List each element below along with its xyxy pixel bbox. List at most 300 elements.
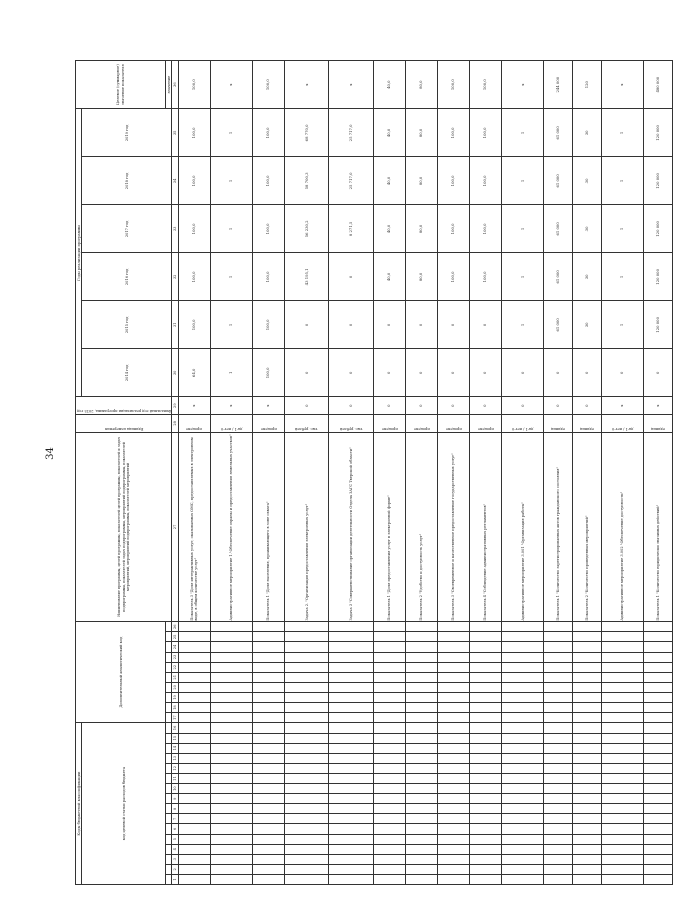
code-cell xyxy=(373,844,405,854)
code-cell xyxy=(373,692,405,702)
code-cell xyxy=(252,713,284,723)
code-cell xyxy=(469,763,501,773)
row-value: 100,0 xyxy=(178,301,210,349)
name-column-header: Наименование программы, целей программы, показателей целей программы, показателей и задач подпрограммы, показателей задач подпрограммы, мероприятий подпрограммы, показателей мероприятий, мероприятий подпрограммы, показателей мероприятий xyxy=(76,432,172,621)
column-number: 27 xyxy=(172,432,178,621)
code-cell xyxy=(329,854,373,864)
code-cell xyxy=(373,652,405,662)
code-cell xyxy=(373,723,405,733)
column-number: 33 xyxy=(172,205,178,253)
code-cell xyxy=(252,753,284,763)
column-number: 25 xyxy=(172,632,178,642)
row-value: 100,0 xyxy=(252,205,284,253)
code-cell xyxy=(501,642,543,652)
code-cell xyxy=(644,733,673,743)
code-cell xyxy=(437,804,469,814)
code-cell xyxy=(210,763,252,773)
row-value: 1 xyxy=(601,157,643,205)
table-row xyxy=(469,61,501,885)
row-value: х xyxy=(210,397,252,415)
code-cell xyxy=(573,844,602,854)
code-cell xyxy=(469,834,501,844)
code-cell xyxy=(178,723,210,733)
code-cell xyxy=(469,844,501,854)
code-cell xyxy=(501,682,543,692)
code-cell xyxy=(437,874,469,884)
code-cell xyxy=(469,682,501,692)
code-cell xyxy=(285,682,329,692)
row-value: 61 000 xyxy=(544,253,573,301)
row-description: Показатель 1 "Количество зарегистрированных актов гражданского состояния" xyxy=(544,432,573,621)
code-cell xyxy=(601,874,643,884)
final-value-header: Целевое (суммарное) значение показателя xyxy=(76,61,166,109)
row-value: 0 xyxy=(544,397,573,415)
row-value: 1 xyxy=(210,349,252,397)
code-cell xyxy=(178,814,210,824)
row-value: 61 000 xyxy=(544,157,573,205)
code-cell xyxy=(405,733,437,743)
row-value: 0 xyxy=(469,349,501,397)
code-cell xyxy=(210,874,252,884)
code-cell xyxy=(178,652,210,662)
code-cell xyxy=(544,784,573,794)
code-cell xyxy=(437,642,469,652)
code-cell xyxy=(405,743,437,753)
row-value: 0 xyxy=(501,397,543,415)
code-cell xyxy=(329,824,373,834)
code-cell xyxy=(252,662,284,672)
code-cell xyxy=(601,854,643,864)
code-cell xyxy=(501,632,543,642)
code-cell xyxy=(252,652,284,662)
code-cell xyxy=(469,723,501,733)
row-value: 43 195,1 xyxy=(285,253,329,301)
code-cell xyxy=(210,622,252,632)
code-cell xyxy=(373,733,405,743)
column-number: 14 xyxy=(172,743,178,753)
row-value: 1 xyxy=(210,205,252,253)
row-value: 100,0 xyxy=(178,157,210,205)
code-cell xyxy=(210,824,252,834)
code-cell xyxy=(373,804,405,814)
year-2016: 2016 год xyxy=(82,253,172,301)
code-cell xyxy=(329,622,373,632)
code-cell xyxy=(501,824,543,834)
code-cell xyxy=(644,723,673,733)
code-cell xyxy=(544,753,573,763)
row-unit: да-1 / нет-0 xyxy=(210,415,252,433)
table-row xyxy=(405,61,437,885)
row-description: Показатель 1 "Количество юридически значимых действий" xyxy=(644,432,673,621)
code-cell xyxy=(252,642,284,652)
row-value: х xyxy=(329,61,373,109)
code-cell xyxy=(469,864,501,874)
code-cell xyxy=(501,844,543,854)
code-cell xyxy=(437,622,469,632)
code-cell xyxy=(544,632,573,642)
row-value: 58 700,3 xyxy=(285,157,329,205)
row-value: 40,0 xyxy=(373,61,405,109)
row-value: 1 xyxy=(210,253,252,301)
code-cell xyxy=(285,672,329,682)
row-value: 100,0 xyxy=(437,253,469,301)
code-cell xyxy=(373,672,405,682)
column-number: 15 xyxy=(172,733,178,743)
row-value: 30 xyxy=(573,301,602,349)
code-cell xyxy=(469,703,501,713)
code-cell xyxy=(573,652,602,662)
row-value: 1 xyxy=(501,253,543,301)
code-cell xyxy=(285,692,329,702)
code-cell xyxy=(573,784,602,794)
code-cell xyxy=(573,662,602,672)
code-cell xyxy=(573,864,602,874)
program-table xyxy=(75,60,673,885)
code-cell xyxy=(210,834,252,844)
code-cell xyxy=(285,743,329,753)
code-cell xyxy=(405,814,437,824)
code-cell xyxy=(544,662,573,672)
code-cell xyxy=(437,763,469,773)
row-value: 1 xyxy=(501,157,543,205)
code-cell xyxy=(437,824,469,834)
code-cell xyxy=(544,682,573,692)
row-value: 68 770,0 xyxy=(285,109,329,157)
row-value: 25 717,0 xyxy=(329,109,373,157)
code-cell xyxy=(329,773,373,783)
row-value: 1 xyxy=(210,301,252,349)
code-cell xyxy=(501,834,543,844)
code-cell xyxy=(210,864,252,874)
code-cell xyxy=(644,773,673,783)
code-cell xyxy=(252,874,284,884)
code-cell xyxy=(437,692,469,702)
year-2017: 2017 год xyxy=(82,205,172,253)
row-value: 100,0 xyxy=(437,157,469,205)
code-cell xyxy=(437,814,469,824)
row-value: 120 xyxy=(573,61,602,109)
code-cell xyxy=(573,642,602,652)
code-cell xyxy=(178,642,210,652)
code-cell xyxy=(178,692,210,702)
row-value: х xyxy=(252,397,284,415)
row-value: х xyxy=(285,61,329,109)
code-cell xyxy=(573,874,602,884)
code-cell xyxy=(644,703,673,713)
row-value: 100,0 xyxy=(252,301,284,349)
code-cell xyxy=(437,864,469,874)
code-cell xyxy=(210,703,252,713)
code-cell xyxy=(601,672,643,682)
row-value: 120 000 xyxy=(644,205,673,253)
code-cell xyxy=(373,662,405,672)
row-value: 0 xyxy=(373,301,405,349)
column-number: 19 xyxy=(172,692,178,702)
page-number: 34 xyxy=(44,447,56,460)
code-cell xyxy=(601,652,643,662)
code-cell xyxy=(644,753,673,763)
code-cell xyxy=(437,672,469,682)
code-cell xyxy=(285,874,329,884)
code-cell xyxy=(285,794,329,804)
row-value: 1 xyxy=(501,205,543,253)
row-value: 64,0 xyxy=(178,349,210,397)
code-cell xyxy=(501,692,543,702)
code-cell xyxy=(210,804,252,814)
code-cell xyxy=(601,763,643,773)
code-cell xyxy=(252,854,284,864)
code-cell xyxy=(285,824,329,834)
code-cell xyxy=(601,773,643,783)
row-value: 100,0 xyxy=(178,109,210,157)
code-cell xyxy=(644,652,673,662)
row-description: Административное мероприятие 3.001 "Организация работы" xyxy=(501,432,543,621)
code-cell xyxy=(544,804,573,814)
row-value: 100,0 xyxy=(437,205,469,253)
code-cell xyxy=(252,794,284,804)
row-description: Показатель 2 "Количество проведенных мероприятий" xyxy=(573,432,602,621)
code-cell xyxy=(285,773,329,783)
row-value: 100,0 xyxy=(469,157,501,205)
row-description: Показатель 3 "Своевременное и качественное предоставление государственных услуг" xyxy=(437,432,469,621)
code-cell xyxy=(501,723,543,733)
row-unit: процент xyxy=(437,415,469,433)
code-cell xyxy=(644,784,673,794)
row-description: Показатель 4 "Соблюдение административных регламентов" xyxy=(469,432,501,621)
row-value: 80,0 xyxy=(405,109,437,157)
code-cell xyxy=(373,753,405,763)
table-row xyxy=(178,61,210,885)
row-value: 100,0 xyxy=(252,253,284,301)
code-cell xyxy=(573,763,602,773)
code-cell xyxy=(210,854,252,864)
table-body xyxy=(178,61,672,885)
row-value: х xyxy=(501,61,543,109)
row-value: 40,0 xyxy=(373,253,405,301)
row-unit: единиц xyxy=(573,415,602,433)
code-cell xyxy=(601,703,643,713)
code-cell xyxy=(544,622,573,632)
code-cell xyxy=(601,723,643,733)
code-cell xyxy=(544,854,573,864)
code-cell xyxy=(329,763,373,773)
code-cell xyxy=(644,672,673,682)
code-cell xyxy=(469,854,501,864)
code-cell xyxy=(601,662,643,672)
code-cell xyxy=(373,763,405,773)
code-cell xyxy=(601,814,643,824)
code-cell xyxy=(178,703,210,713)
code-cell xyxy=(178,864,210,874)
code-cell xyxy=(544,814,573,824)
code-cell xyxy=(329,672,373,682)
code-cell xyxy=(644,794,673,804)
code-cell xyxy=(644,864,673,874)
code-cell xyxy=(329,834,373,844)
code-cell xyxy=(210,773,252,783)
code-cell xyxy=(373,632,405,642)
code-cell xyxy=(501,713,543,723)
code-cell xyxy=(252,784,284,794)
code-cell xyxy=(178,834,210,844)
code-cell xyxy=(601,794,643,804)
code-cell xyxy=(329,794,373,804)
row-value: 40,0 xyxy=(373,205,405,253)
code-cell xyxy=(178,733,210,743)
column-number: 12 xyxy=(172,763,178,773)
code-cell xyxy=(405,713,437,723)
code-cell xyxy=(178,632,210,642)
code-cell xyxy=(405,692,437,702)
row-value: 100,0 xyxy=(469,205,501,253)
code-cell xyxy=(644,854,673,864)
row-value: 0 xyxy=(573,349,602,397)
code-cell xyxy=(437,844,469,854)
row-value: 0 xyxy=(373,349,405,397)
row-value: 40,0 xyxy=(373,109,405,157)
code-cell xyxy=(210,794,252,804)
column-number: 3 xyxy=(172,854,178,864)
row-value: 1 xyxy=(601,109,643,157)
code-cell xyxy=(405,622,437,632)
code-cell xyxy=(329,703,373,713)
code-cell xyxy=(573,692,602,702)
code-cell xyxy=(501,733,543,743)
column-number: 36 xyxy=(172,61,178,109)
code-cell xyxy=(178,773,210,783)
code-cell xyxy=(437,713,469,723)
code-cell xyxy=(285,834,329,844)
row-value: х xyxy=(644,397,673,415)
code-cell xyxy=(501,794,543,804)
code-cell xyxy=(252,804,284,814)
code-cell xyxy=(544,672,573,682)
code-cell xyxy=(405,682,437,692)
row-value: 0 xyxy=(601,349,643,397)
code-cell xyxy=(501,703,543,713)
code-cell xyxy=(644,804,673,814)
code-cell xyxy=(210,632,252,642)
row-value: 0 xyxy=(501,349,543,397)
code-cell xyxy=(544,703,573,713)
code-cell xyxy=(573,703,602,713)
row-value: х xyxy=(601,397,643,415)
code-cell xyxy=(210,733,252,743)
row-value: 100,0 xyxy=(178,205,210,253)
row-unit: единиц xyxy=(544,415,573,433)
column-number: 13 xyxy=(172,753,178,763)
row-unit: да-1 / нет-0 xyxy=(501,415,543,433)
code-cell xyxy=(373,874,405,884)
code-cell xyxy=(178,713,210,723)
code-cell xyxy=(573,713,602,723)
column-number: 35 xyxy=(172,109,178,157)
row-value: 100,0 xyxy=(178,61,210,109)
year-2019: 2019 год xyxy=(82,109,172,157)
code-cell xyxy=(544,824,573,834)
code-cell xyxy=(405,804,437,814)
code-cell xyxy=(469,642,501,652)
row-value: 100,0 xyxy=(252,349,284,397)
row-value: 244 000 xyxy=(544,61,573,109)
unit-column-header: Единица измерения xyxy=(76,415,172,433)
code-cell xyxy=(437,794,469,804)
code-cell xyxy=(544,794,573,804)
code-cell xyxy=(210,844,252,854)
code-cell xyxy=(644,642,673,652)
code-cell xyxy=(329,713,373,723)
code-cell xyxy=(285,854,329,864)
row-value: 0 xyxy=(329,253,373,301)
table-row xyxy=(573,61,602,885)
row-description: Показатель 1 "Доля предоставления услуг в электронной форме" xyxy=(373,432,405,621)
code-cell xyxy=(544,743,573,753)
column-number: 8 xyxy=(172,804,178,814)
code-cell xyxy=(437,703,469,713)
code-cell xyxy=(405,844,437,854)
column-number: 29 xyxy=(172,397,178,415)
code-cell xyxy=(329,864,373,874)
column-number: 21 xyxy=(172,672,178,682)
code-cell xyxy=(601,632,643,642)
code-cell xyxy=(405,723,437,733)
code-cell xyxy=(501,773,543,783)
table-row xyxy=(285,61,329,885)
row-value: 30 xyxy=(573,205,602,253)
code-cell xyxy=(329,753,373,763)
code-cell xyxy=(501,652,543,662)
code-cell xyxy=(601,743,643,753)
column-number: 7 xyxy=(172,814,178,824)
row-unit: да-1 / нет-0 xyxy=(601,415,643,433)
code-cell xyxy=(544,733,573,743)
code-cell xyxy=(544,834,573,844)
code-cell xyxy=(501,874,543,884)
code-cell xyxy=(285,804,329,814)
column-number: 17 xyxy=(172,713,178,723)
code-cell xyxy=(285,652,329,662)
code-cell xyxy=(469,743,501,753)
code-cell xyxy=(329,682,373,692)
code-cell xyxy=(178,794,210,804)
code-cell xyxy=(544,652,573,662)
code-cell xyxy=(405,652,437,662)
code-cell xyxy=(405,703,437,713)
code-cell xyxy=(285,723,329,733)
code-cell xyxy=(285,844,329,854)
code-cell xyxy=(573,733,602,743)
column-number: 28 xyxy=(172,415,178,433)
code-cell xyxy=(469,794,501,804)
code-cell xyxy=(573,632,602,642)
row-value: 0 xyxy=(437,397,469,415)
code-cell xyxy=(329,784,373,794)
code-cell xyxy=(501,814,543,824)
code-cell xyxy=(644,662,673,672)
code-cell xyxy=(329,642,373,652)
row-value: 61 000 xyxy=(544,205,573,253)
row-value: 100,0 xyxy=(437,61,469,109)
code-cell xyxy=(469,824,501,834)
row-value: 100,0 xyxy=(252,61,284,109)
code-cell xyxy=(437,743,469,753)
code-cell xyxy=(178,824,210,834)
row-value: 1 xyxy=(501,301,543,349)
row-description: Показатель 1 "Доля населения, проживающего в зоне охвата" xyxy=(252,432,284,621)
code-cell xyxy=(573,753,602,763)
code-cell xyxy=(252,773,284,783)
code-cell xyxy=(544,763,573,773)
